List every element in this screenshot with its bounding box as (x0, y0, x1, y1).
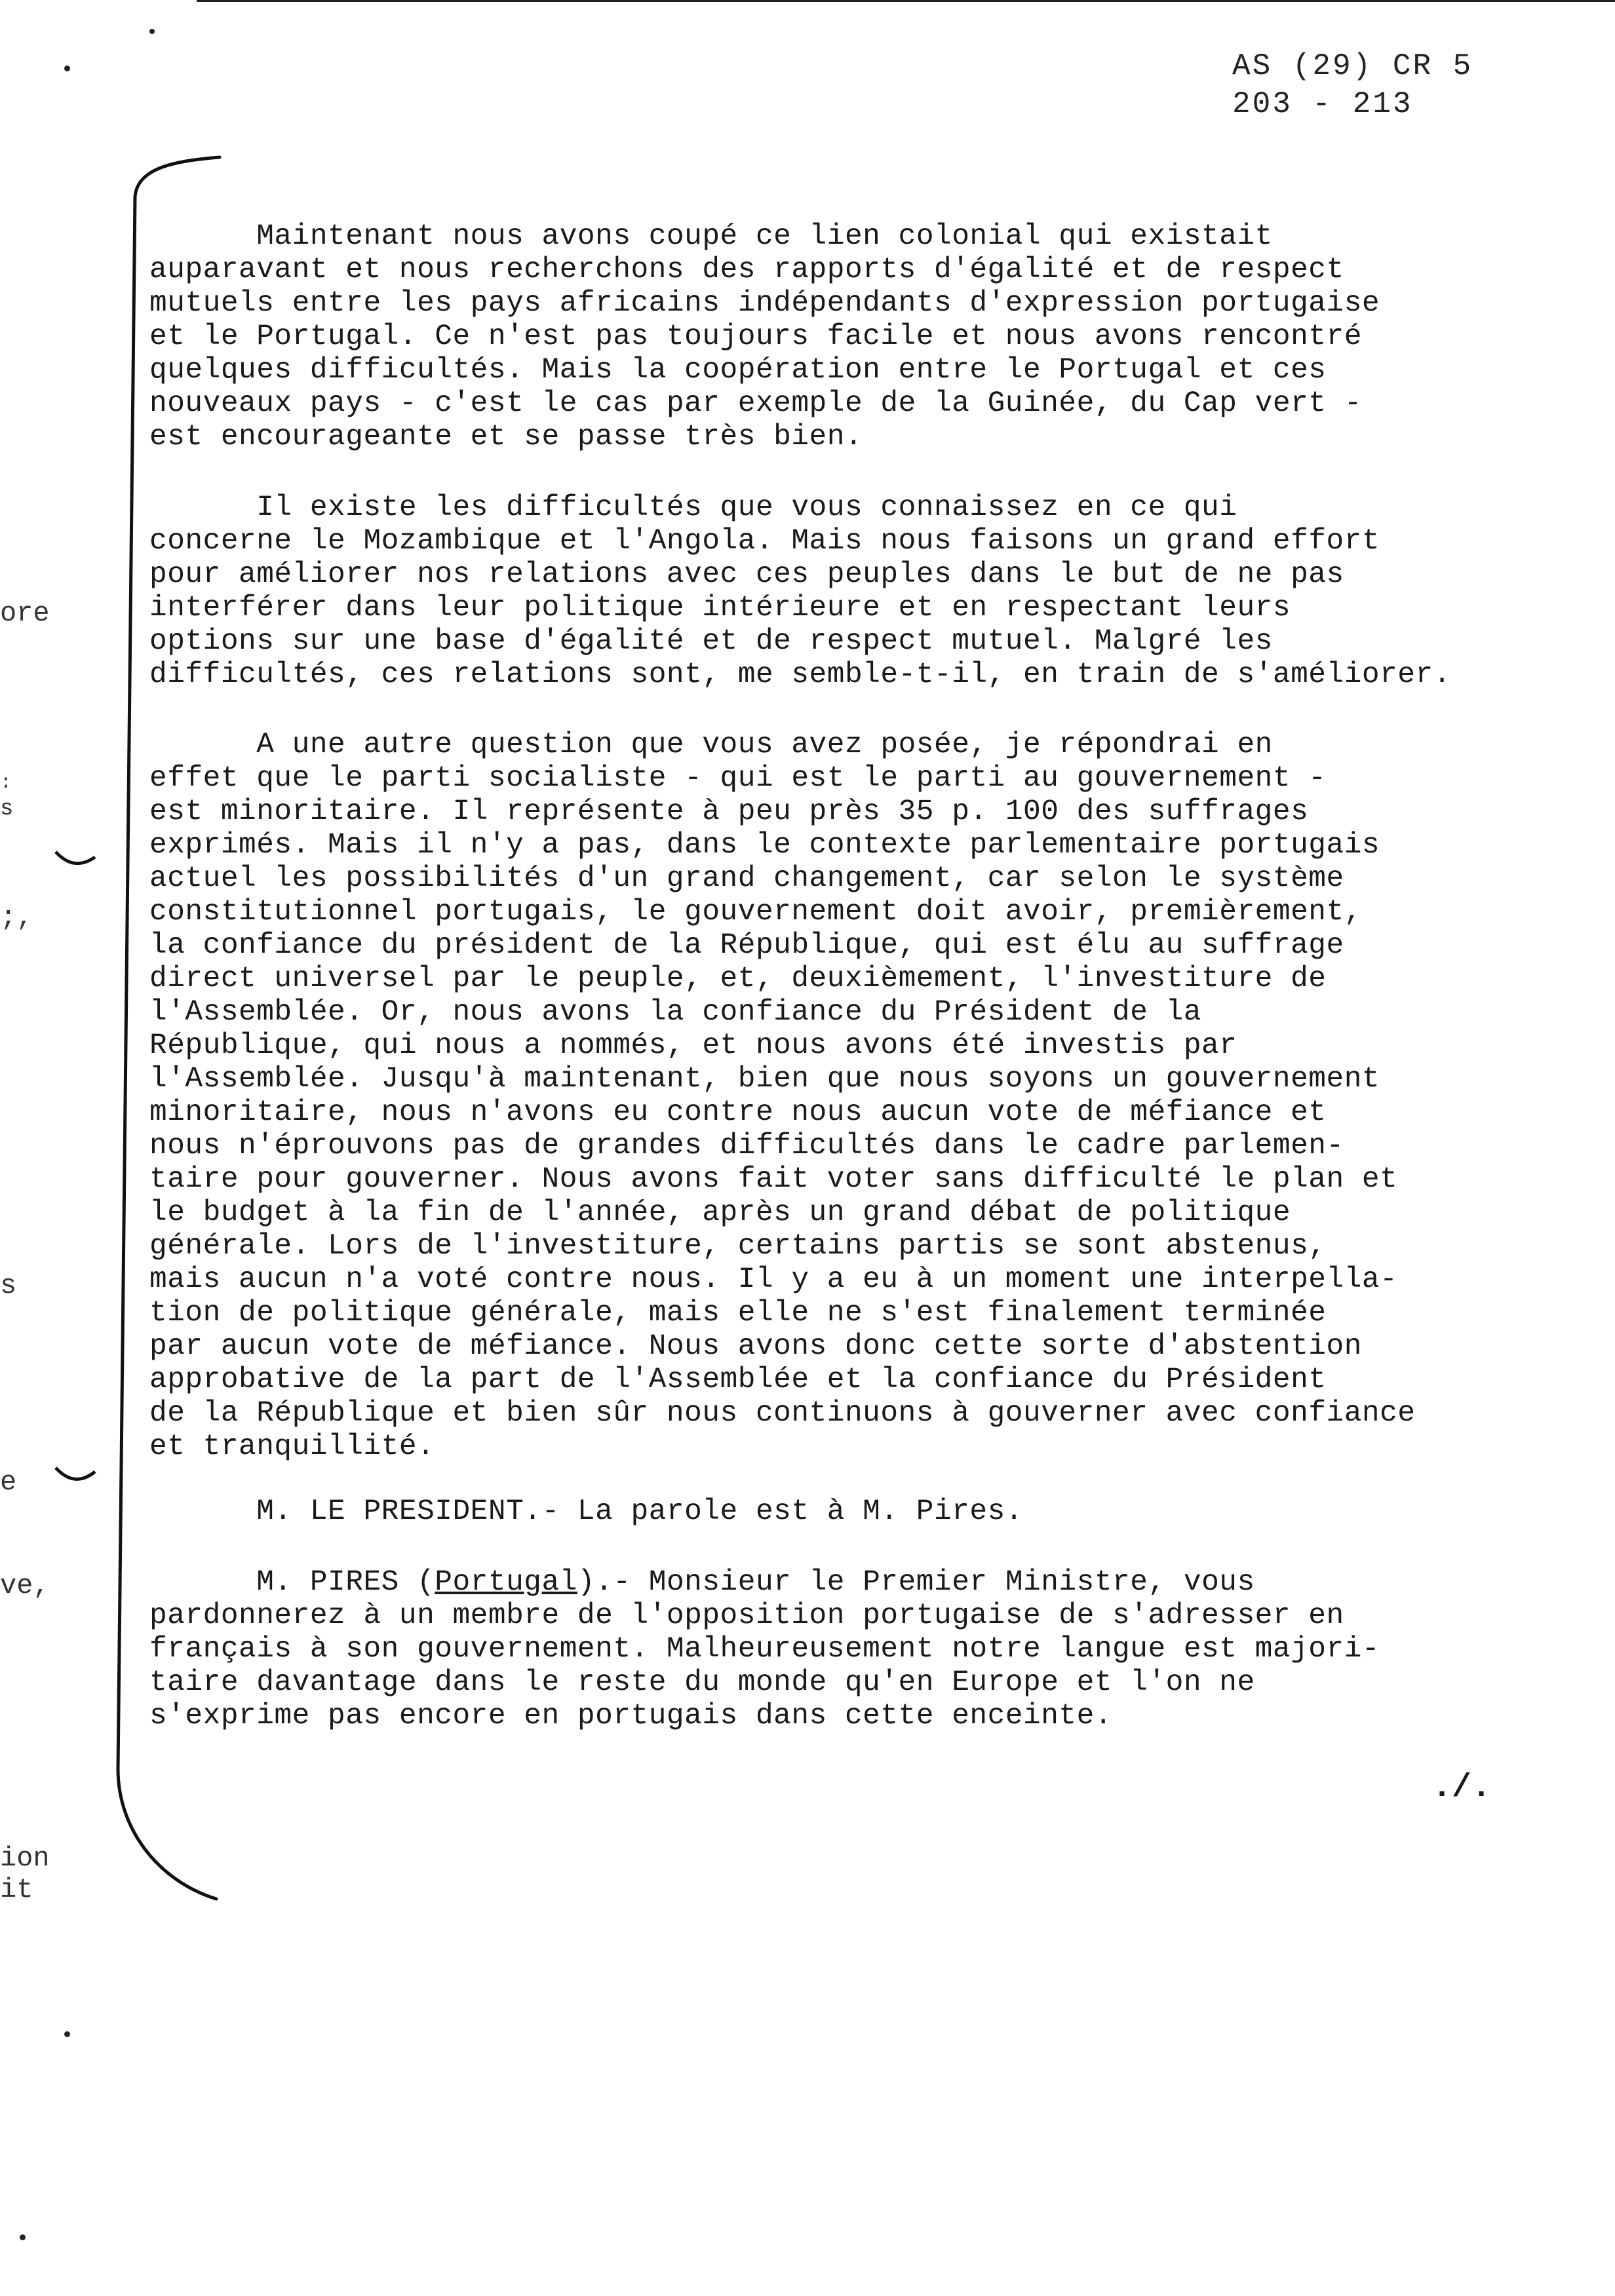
text-line: est encourageante et se passe très bien. (149, 421, 863, 453)
text-line: le budget à la fin de l'année, après un grand débat de politique (149, 1196, 1291, 1229)
text-line: difficultés, ces relations sont, me semble-t-il, en train de s'améliorer. (149, 659, 1451, 691)
text-line: Maintenant nous avons coupé ce lien colonial qui existait (149, 220, 1273, 253)
reference-code: AS (29) CR 5 (1232, 49, 1473, 83)
clipped-fragment: : (0, 772, 12, 794)
text-line: M. LE PRESIDENT.- La parole est à M. Pires. (149, 1495, 1024, 1528)
clipped-fragment: ve, (0, 1570, 50, 1601)
text-line: l'Assemblée. Or, nous avons la confiance du Président de la (149, 996, 1202, 1029)
speaker-line (149, 1566, 1591, 1599)
text-line: A une autre question que vous avez posée, je répondrai en (149, 729, 1273, 761)
text-line: et le Portugal. Ce n'est pas toujours facile et nous avons rencontré (149, 320, 1362, 353)
text-line: auparavant et nous recherchons des rapports d'égalité et de respect (149, 254, 1344, 286)
scan-line (197, 0, 1615, 2)
text-line: exprimés. Mais il n'y a pas, dans le contexte parlementaire portugais (149, 829, 1380, 862)
pires-intervention (149, 1566, 1591, 1733)
text-line: direct universel par le peuple, et, deuxièmement, l'investiture de (149, 963, 1327, 995)
clipped-fragment: ;, (0, 902, 33, 933)
text-line: taire davantage dans le reste du monde qu'en Europe et l'on ne (149, 1666, 1255, 1699)
text-line: concerne le Mozambique et l'Angola. Mais nous faisons un grand effort (149, 525, 1380, 558)
text-line: nous n'éprouvons pas de grandes difficultés dans le cadre parlemen- (149, 1130, 1344, 1162)
clipped-fragment: ore (0, 598, 50, 629)
country-name: Portugal (435, 1566, 577, 1599)
text-line: est minoritaire. Il représente à peu près 35 p. 100 des suffrages (149, 795, 1309, 828)
text-line: français à son gouvernement. Malheureusement notre langue est majori- (149, 1633, 1380, 1666)
text-line: nouveaux pays - c'est le cas par exemple de la Guinée, du Cap vert - (149, 387, 1362, 420)
text-line: et tranquillité. (149, 1430, 435, 1463)
scan-dot (64, 66, 70, 71)
scan-dot (149, 29, 155, 34)
clipped-fragment: it (0, 1874, 33, 1905)
clipped-fragment: e (0, 1466, 17, 1498)
text-line: taire pour gouverner. Nous avons fait voter sans difficulté le plan et (149, 1163, 1398, 1196)
text-line: Il existe les difficultés que vous connaissez en ce qui (149, 491, 1237, 524)
paragraph-mozambique-angola (149, 491, 1591, 692)
text-line: mutuels entre les pays africains indépendants d'expression portugaise (149, 287, 1380, 320)
text-line: quelques difficultés. Mais la coopération entre le Portugal et ces (149, 354, 1327, 387)
president-speaker-line (149, 1495, 1591, 1529)
text-line: pour améliorer nos relations avec ces peuples dans le but de ne pas (149, 558, 1344, 591)
clipped-fragment: ion (0, 1843, 50, 1874)
text-line: l'Assemblée. Jusqu'à maintenant, bien que nous soyons un gouvernement (149, 1063, 1380, 1096)
continuation-mark: ./. (1432, 1769, 1492, 1807)
text-line: interférer dans leur politique intérieure et en respectant leurs (149, 592, 1291, 624)
text-line: minoritaire, nous n'avons eu contre nous aucun vote de méfiance et (149, 1096, 1327, 1129)
speaker-suffix: ).- Monsieur le Premier Ministre, vous (577, 1566, 1255, 1599)
text-line: la confiance du président de la République, qui est élu au suffrage (149, 929, 1344, 962)
text-line: approbative de la part de l'Assemblée et la confiance du Président (149, 1364, 1327, 1396)
text-line: actuel les possibilités d'un grand changement, car selon le système (149, 862, 1344, 895)
text-line: pardonnerez à un membre de l'opposition portugaise de s'adresser en (149, 1599, 1344, 1632)
paragraph-minority-government (149, 729, 1591, 1464)
text-line: options sur une base d'égalité et de respect mutuel. Malgré les (149, 625, 1273, 658)
clipped-fragment: s (0, 797, 14, 822)
text-line: de la République et bien sûr nous continuons à gouverner avec confiance (149, 1397, 1416, 1430)
margin-tick-mark (52, 845, 98, 871)
speaker-prefix: M. PIRES ( (149, 1566, 435, 1599)
text-line: mais aucun n'a voté contre nous. Il y a eu à un moment une interpella- (149, 1263, 1398, 1296)
text-line: effet que le parti socialiste - qui est le parti au gouvernement - (149, 762, 1327, 795)
clipped-fragment: s (0, 1270, 17, 1301)
document-reference (1232, 47, 1473, 123)
text-line: générale. Lors de l'investiture, certains partis se sont abstenus, (149, 1230, 1327, 1263)
paragraph-colonial-link (149, 220, 1591, 454)
page-range: 203 - 213 (1232, 87, 1413, 121)
text-line: s'exprime pas encore en portugais dans cette enceinte. (149, 1700, 1113, 1732)
margin-tick-mark (52, 1461, 98, 1487)
text-line: constitutionnel portugais, le gouvernement doit avoir, premièrement, (149, 896, 1362, 928)
text-line: République, qui nous a nommés, et nous avons été investis par (149, 1029, 1237, 1062)
text-line: tion de politique générale, mais elle ne s'est finalement terminée (149, 1297, 1327, 1330)
scan-dot (64, 2031, 70, 2037)
scan-dot (20, 2234, 26, 2240)
text-line: par aucun vote de méfiance. Nous avons donc cette sorte d'abstention (149, 1330, 1362, 1363)
